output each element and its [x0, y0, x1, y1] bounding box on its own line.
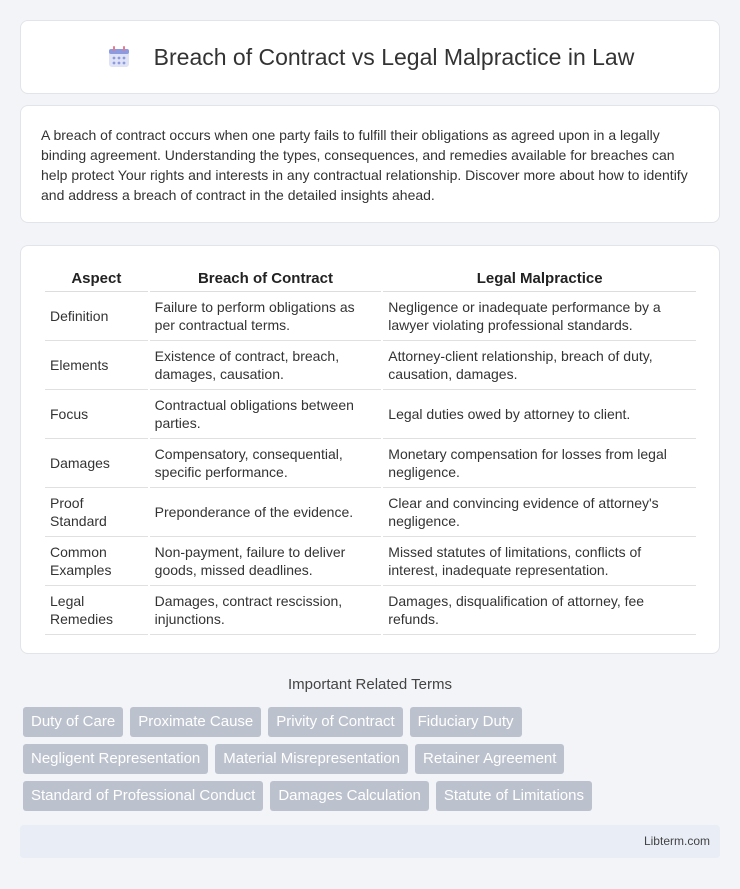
- title-card: [20, 20, 720, 94]
- row-aspect: Definition: [45, 292, 148, 341]
- tag-row: [23, 744, 723, 774]
- row-malpractice: Monetary compensation for losses from legal negligence.: [383, 439, 696, 488]
- header-legal-malpractice: Legal Malpractice: [383, 266, 696, 292]
- calendar-icon: [106, 44, 132, 70]
- table-row: [45, 292, 696, 341]
- tag-duty-of-care[interactable]: Duty of Care: [23, 707, 123, 737]
- comparison-table: [43, 266, 698, 635]
- row-malpractice: Legal duties owed by attorney to client.: [383, 390, 696, 439]
- row-aspect: Proof Standard: [45, 488, 148, 537]
- tag-row: [23, 707, 723, 737]
- row-aspect: Focus: [45, 390, 148, 439]
- tag-fiduciary-duty[interactable]: Fiduciary Duty: [410, 707, 522, 737]
- tag-standard-of-professional-conduct[interactable]: Standard of Professional Conduct: [23, 781, 263, 811]
- row-malpractice: Attorney-client relationship, breach of duty, causation, damages.: [383, 341, 696, 390]
- table-row: [45, 488, 696, 537]
- row-aspect: Damages: [45, 439, 148, 488]
- row-aspect: Common Examples: [45, 537, 148, 586]
- row-breach: Preponderance of the evidence.: [150, 488, 382, 537]
- row-aspect: Legal Remedies: [45, 586, 148, 635]
- header-aspect: Aspect: [45, 266, 148, 292]
- row-breach: Damages, contract rescission, injunctions.: [150, 586, 382, 635]
- table-row: [45, 537, 696, 586]
- row-breach: Compensatory, consequential, specific performance.: [150, 439, 382, 488]
- table-header-row: [45, 266, 696, 292]
- row-breach: Existence of contract, breach, damages, causation.: [150, 341, 382, 390]
- row-aspect: Elements: [45, 341, 148, 390]
- row-breach: Contractual obligations between parties.: [150, 390, 382, 439]
- footer-brand-link[interactable]: Libterm.com: [643, 834, 710, 848]
- row-breach: Failure to perform obligations as per contractual terms.: [150, 292, 382, 341]
- intro-card: [20, 105, 720, 223]
- intro-text: A breach of contract occurs when one party fails to fulfill their obligations as agreed upon in a legally binding agreement. Understanding the types, consequences, and remedies available for breaches can help protect Your rights and interests in any contractual relationship. Discover more about how to identify and address a breach of contract in the detailed insights ahead.: [41, 127, 688, 203]
- row-malpractice: Damages, disqualification of attorney, fee refunds.: [383, 586, 696, 635]
- tag-retainer-agreement[interactable]: Retainer Agreement: [415, 744, 564, 774]
- tag-damages-calculation[interactable]: Damages Calculation: [270, 781, 429, 811]
- header-breach-of-contract: Breach of Contract: [150, 266, 382, 292]
- tag-privity-of-contract[interactable]: Privity of Contract: [268, 707, 402, 737]
- tag-proximate-cause[interactable]: Proximate Cause: [130, 707, 261, 737]
- related-terms-list: [23, 707, 723, 818]
- related-terms-title: Important Related Terms: [288, 676, 452, 693]
- footer: [20, 825, 720, 858]
- page-title: Breach of Contract vs Legal Malpractice in Law: [153, 43, 635, 70]
- tag-negligent-representation[interactable]: Negligent Representation: [23, 744, 208, 774]
- table-row: [45, 390, 696, 439]
- table-row: [45, 341, 696, 390]
- row-malpractice: Clear and convincing evidence of attorney's negligence.: [383, 488, 696, 537]
- tag-row: [23, 781, 723, 811]
- comparison-table-card: [20, 245, 720, 654]
- row-malpractice: Missed statutes of limitations, conflicts of interest, inadequate representation.: [383, 537, 696, 586]
- tag-statute-of-limitations[interactable]: Statute of Limitations: [436, 781, 592, 811]
- tag-material-misrepresentation[interactable]: Material Misrepresentation: [215, 744, 408, 774]
- table-row: [45, 586, 696, 635]
- table-row: [45, 439, 696, 488]
- row-breach: Non-payment, failure to deliver goods, missed deadlines.: [150, 537, 382, 586]
- row-malpractice: Negligence or inadequate performance by a lawyer violating professional standards.: [383, 292, 696, 341]
